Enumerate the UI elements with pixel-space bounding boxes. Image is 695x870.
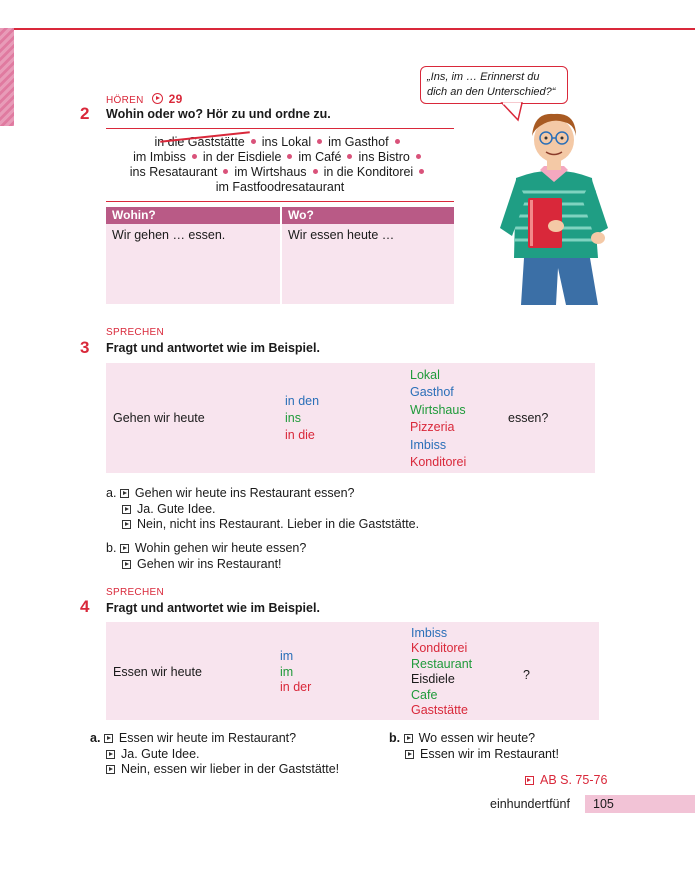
word-line-1 [106, 135, 454, 149]
audio-track-number: 29 [168, 92, 183, 106]
place-item: Cafe [411, 687, 438, 702]
article-item: in die [285, 428, 315, 442]
word-item: im Wirtshaus [234, 165, 307, 179]
ex4-number: 4 [80, 597, 90, 616]
word-item: ins Bistro [358, 150, 410, 164]
audio-play-icon[interactable] [120, 544, 129, 553]
word-line-2 [106, 150, 454, 164]
arrow-right-icon [525, 776, 534, 785]
word-item: im Café [298, 150, 342, 164]
ex3-example-b [106, 541, 306, 572]
word-line-4 [106, 180, 454, 194]
example-line: Wohin gehen wir heute essen? [134, 541, 307, 555]
place-item: Konditorei [410, 455, 467, 470]
word-item: im Imbiss [133, 150, 186, 164]
ex4-articles [280, 649, 311, 696]
example-label: b. [106, 541, 117, 555]
ex4-tail: ? [523, 668, 530, 682]
ex4-example-a [90, 731, 339, 778]
audio-play-icon[interactable] [122, 520, 131, 529]
example-line: Gehen wir heute ins Restaurant essen? [134, 486, 355, 500]
audio-play-icon[interactable] [152, 93, 163, 104]
table-header-wohin: Wohin? [106, 207, 280, 224]
ex2-number: 2 [80, 104, 90, 123]
word-item: in der Eisdiele [202, 150, 282, 164]
place-item: Gaststätte [411, 703, 468, 718]
ex3-places [410, 367, 466, 471]
ex3-instruction: Fragt und antwortet wie im Beispiel. [106, 341, 320, 355]
page-number: 105 [593, 797, 614, 811]
ex3-tail: essen? [508, 411, 549, 425]
ex4-example-b [389, 731, 559, 762]
audio-play-icon[interactable] [122, 505, 131, 514]
place-item: Konditorei [411, 641, 468, 656]
ex2-instruction: Wohin oder wo? Hör zu und ordne zu. [106, 107, 331, 121]
word-item: in die Gaststätte [154, 135, 245, 149]
place-item: Eisdiele [411, 672, 455, 687]
place-item: Lokal [410, 368, 440, 382]
example-line: Ja. Gute Idee. [137, 501, 216, 516]
example-label: a. [90, 731, 101, 745]
place-item: Pizzeria [410, 420, 455, 435]
word-item: ins Lokal [261, 135, 312, 149]
ex4-section-label: SPRECHEN [106, 587, 164, 598]
word-item: im Fastfoodresataurant [215, 180, 345, 194]
audio-play-icon[interactable] [104, 734, 113, 743]
ex2-word-box [106, 128, 454, 202]
place-item: Imbiss [410, 437, 447, 452]
bubble-line: „Ins, im … Erinnerst du [427, 71, 540, 83]
word-line-3 [106, 165, 454, 179]
ex2-answer-table [106, 207, 454, 304]
bubble-line: dich an den Unterschied?“ [427, 86, 556, 98]
ex3-section-label: SPRECHEN [106, 327, 164, 338]
article-item: im [280, 649, 294, 663]
place-item: Imbiss [411, 626, 448, 640]
ex3-substitution-box [106, 363, 595, 473]
table-cell-wohin: Wir gehen … essen. [112, 228, 226, 242]
article-item: ins [285, 411, 301, 425]
ex3-example-a [106, 486, 419, 533]
article-item: im [280, 664, 294, 679]
page-number-word: einhundertfünf [490, 797, 570, 811]
example-label: b. [389, 731, 401, 745]
example-label: a. [106, 486, 117, 500]
audio-play-icon[interactable] [122, 560, 131, 569]
example-line: Wo essen wir heute? [418, 731, 536, 745]
audio-play-icon[interactable] [404, 734, 413, 743]
word-item: in die Konditorei [323, 165, 414, 179]
header-rule [14, 28, 695, 30]
table-divider [280, 207, 282, 304]
ex4-instruction: Fragt und antwortet wie im Beispiel. [106, 601, 320, 615]
speech-bubble [420, 66, 568, 104]
article-item: in der [280, 680, 312, 694]
place-item: Wirtshaus [410, 402, 466, 417]
audio-play-icon[interactable] [405, 750, 414, 759]
workbook-reference[interactable] [525, 773, 607, 787]
ex4-lead: Essen wir heute [113, 665, 202, 679]
place-item: Gasthof [410, 385, 454, 400]
table-cell-wo: Wir essen heute … [288, 228, 395, 242]
article-item: in den [285, 394, 320, 408]
ex4-substitution-box [106, 622, 599, 720]
page-number-box [585, 795, 695, 813]
ex3-lead: Gehen wir heute [113, 411, 205, 425]
boy-illustration [494, 108, 614, 306]
audio-play-icon[interactable] [106, 750, 115, 759]
example-line: Nein, nicht ins Restaurant. Lieber in die Gaststätte. [137, 517, 420, 531]
example-line: Essen wir im Restaurant! [420, 746, 559, 761]
chapter-tab [0, 28, 14, 126]
audio-play-icon[interactable] [120, 489, 129, 498]
table-header-wo: Wo? [282, 207, 454, 224]
word-item: im Gasthof [328, 135, 389, 149]
example-line: Gehen wir ins Restaurant! [137, 556, 282, 571]
workbook-reference-text: AB S. 75-76 [540, 773, 608, 787]
ex3-number: 3 [80, 338, 90, 357]
audio-play-icon[interactable] [106, 765, 115, 774]
ex4-places [411, 626, 472, 718]
example-line: Nein, essen wir lieber in der Gaststätte! [121, 762, 340, 776]
word-item: ins Resataurant [129, 165, 218, 179]
example-line: Ja. Gute Idee. [121, 746, 200, 761]
example-line: Essen wir heute im Restaurant? [118, 731, 297, 745]
ex2-section-label: HÖREN 29 [106, 92, 183, 106]
place-item: Restaurant [411, 656, 473, 671]
ex3-articles [285, 393, 319, 444]
